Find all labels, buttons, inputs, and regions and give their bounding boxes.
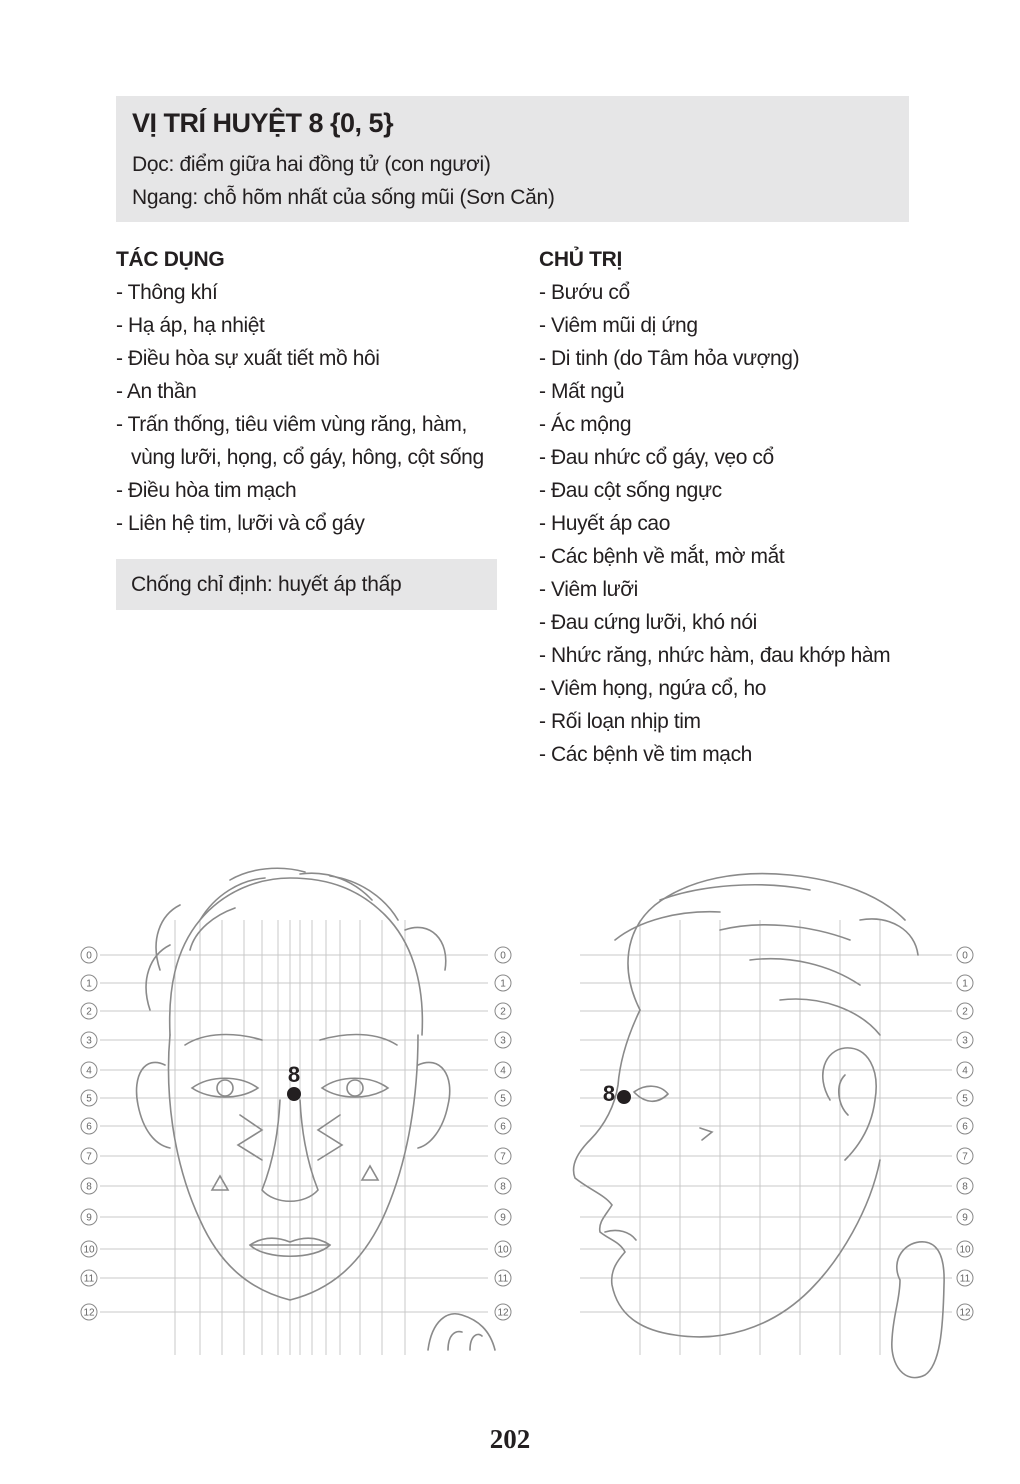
effect-item: - Điều hòa sự xuất tiết mồ hôi bbox=[116, 347, 380, 370]
indication-item: - Bướu cổ bbox=[539, 281, 630, 304]
row-label: 9 bbox=[962, 1212, 968, 1224]
row-label: 10 bbox=[959, 1244, 971, 1256]
row-label: 0 bbox=[962, 950, 968, 962]
row-label: 4 bbox=[86, 1065, 92, 1077]
contraindication-text: Chống chỉ định: huyết áp thấp bbox=[131, 573, 402, 596]
indication-item: - Viêm lưỡi bbox=[539, 578, 638, 601]
row-label: 4 bbox=[962, 1065, 968, 1077]
vertical-location: Dọc: điểm giữa hai đồng tử (con ngươi) bbox=[132, 153, 491, 176]
effect-item: - Thông khí bbox=[116, 281, 218, 304]
indication-item: - Các bệnh về mắt, mờ mắt bbox=[539, 545, 785, 568]
indication-item: - Đau cứng lưỡi, khó nói bbox=[539, 611, 757, 634]
effects-column bbox=[116, 243, 516, 540]
row-label: 6 bbox=[500, 1121, 506, 1133]
row-label: 12 bbox=[497, 1307, 509, 1319]
indications-heading: CHỦ TRỊ bbox=[539, 248, 623, 271]
page-number: 202 bbox=[489, 1424, 531, 1454]
row-label: 7 bbox=[962, 1151, 968, 1163]
indication-item: - Đau nhức cổ gáy, vẹo cổ bbox=[539, 446, 774, 469]
indication-item: - Các bệnh về tim mạch bbox=[539, 743, 752, 766]
indication-item: - Viêm mũi dị ứng bbox=[539, 314, 698, 337]
row-label: 5 bbox=[500, 1093, 506, 1105]
acupoint-title: VỊ TRÍ HUYỆT 8 {0, 5} bbox=[132, 108, 394, 138]
indication-item: - Rối loạn nhịp tim bbox=[539, 710, 701, 733]
row-label: 3 bbox=[500, 1035, 506, 1047]
front-face-grid bbox=[100, 920, 488, 1355]
side-face-grid bbox=[580, 920, 952, 1355]
grid-row-labels bbox=[81, 947, 973, 1320]
point-label-side: 8 bbox=[602, 1081, 616, 1106]
indication-item: - Đau cột sống ngực bbox=[539, 479, 722, 502]
indication-item: - Viêm họng, ngứa cổ, ho bbox=[539, 677, 767, 700]
row-label: 2 bbox=[500, 1006, 506, 1018]
row-label: 12 bbox=[959, 1307, 971, 1319]
row-label: 1 bbox=[86, 978, 92, 990]
row-label: 8 bbox=[962, 1181, 968, 1193]
row-label: 3 bbox=[962, 1035, 968, 1047]
indication-item: - Mất ngủ bbox=[539, 380, 625, 403]
row-label: 1 bbox=[962, 978, 968, 990]
effect-item: - Điều hòa tim mạch bbox=[116, 479, 297, 502]
row-label: 2 bbox=[86, 1006, 92, 1018]
face-diagram bbox=[0, 860, 1020, 1400]
indications-column bbox=[539, 243, 939, 771]
row-label: 10 bbox=[83, 1244, 95, 1256]
row-label: 2 bbox=[962, 1006, 968, 1018]
indication-item: - Huyết áp cao bbox=[539, 512, 670, 535]
row-label: 4 bbox=[500, 1065, 506, 1077]
row-label: 3 bbox=[86, 1035, 92, 1047]
row-label: 1 bbox=[500, 978, 506, 990]
row-label: 10 bbox=[497, 1244, 509, 1256]
effect-item: - Hạ áp, hạ nhiệt bbox=[116, 314, 265, 337]
effect-item: - Trấn thống, tiêu viêm vùng răng, hàm, bbox=[116, 413, 467, 436]
row-label: 9 bbox=[500, 1212, 506, 1224]
effect-item: - Liên hệ tim, lưỡi và cổ gáy bbox=[116, 512, 365, 535]
row-label: 11 bbox=[959, 1273, 971, 1285]
effects-heading: TÁC DỤNG bbox=[116, 248, 225, 271]
effect-item: - An thần bbox=[116, 380, 197, 403]
row-label: 0 bbox=[500, 950, 506, 962]
row-label: 7 bbox=[500, 1151, 506, 1163]
row-label: 7 bbox=[86, 1151, 92, 1163]
row-label: 8 bbox=[86, 1181, 92, 1193]
row-label: 11 bbox=[83, 1273, 95, 1285]
row-label: 8 bbox=[500, 1181, 506, 1193]
acupoint-dot-front bbox=[287, 1087, 301, 1101]
acupoint-dot-side bbox=[617, 1090, 631, 1104]
indication-item: - Ác mộng bbox=[539, 413, 632, 436]
row-label: 5 bbox=[86, 1093, 92, 1105]
horizontal-location: Ngang: chỗ hõm nhất của sống mũi (Sơn Căn) bbox=[132, 186, 555, 209]
indication-item: - Di tinh (do Tâm hỏa vượng) bbox=[539, 347, 800, 370]
effect-item-continued: vùng lưỡi, họng, cổ gáy, hông, cột sống bbox=[131, 446, 484, 469]
row-label: 6 bbox=[962, 1121, 968, 1133]
row-label: 6 bbox=[86, 1121, 92, 1133]
contraindication-box bbox=[116, 559, 497, 610]
row-label: 11 bbox=[497, 1273, 509, 1285]
row-label: 0 bbox=[86, 950, 92, 962]
location-box bbox=[116, 96, 909, 222]
point-label-front: 8 bbox=[287, 1062, 301, 1087]
row-label: 9 bbox=[86, 1212, 92, 1224]
row-label: 12 bbox=[83, 1307, 95, 1319]
row-label: 5 bbox=[962, 1093, 968, 1105]
indication-item: - Nhức răng, nhức hàm, đau khớp hàm bbox=[539, 644, 891, 667]
acupoint-marker-front bbox=[287, 1062, 301, 1101]
